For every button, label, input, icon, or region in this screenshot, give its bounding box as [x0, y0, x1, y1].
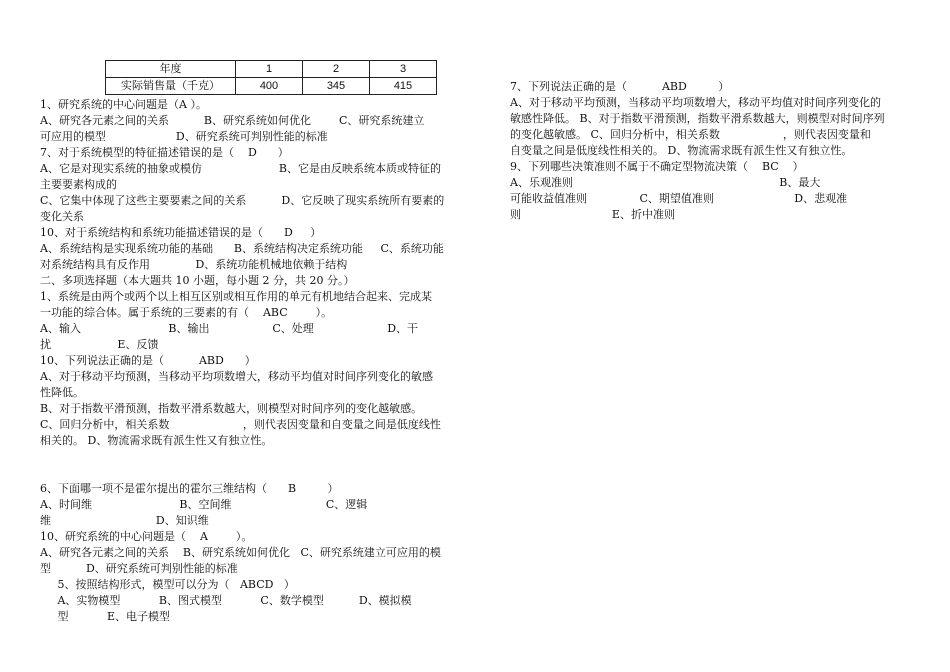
text-line: 可能收益值准则 C、期望值准则 D、悲观准 — [510, 192, 848, 205]
text-line: 则 E、折中准则 — [510, 208, 675, 221]
text-line: 10、下列说法正确的是（ ABD ） — [40, 354, 256, 367]
text-line: 9、下列哪些决策准则不属于不确定型物流决策（ BC ） — [510, 160, 804, 173]
text-line: 10、对于系统结构和系统功能描述错误的是（ D ） — [40, 226, 322, 239]
text-line: A、系统结构是实现系统功能的基础 B、系统结构决定系统功能 C、系统功能 — [40, 242, 444, 255]
text-line: A、乐观准则 B、最大 — [510, 176, 821, 189]
text-line: 对系统结构具有反作用 D、系统功能机械地依赖于结构 — [40, 258, 348, 271]
table-cell: 3 — [370, 61, 437, 78]
text-line: 性降低。 — [40, 386, 84, 399]
text-line: 自变量之间是低度线性相关的。 D、物流需求既有派生性又有独立性。 — [510, 144, 853, 157]
table-row — [106, 78, 437, 95]
table-row-label: 年度 — [106, 61, 236, 78]
text-line: A、它是对现实系统的抽象或模仿 B、它是由反映系统本质或特征的 — [40, 162, 441, 175]
text-line: B、对于指数平滑预测，指数平滑系数越大，则模型对时间序列的变化越敏感。 — [40, 402, 423, 415]
text-line: A、输入 B、输出 C、处理 D、干 — [40, 322, 419, 335]
text-line: 7、下列说法正确的是（ ABD ） — [510, 80, 730, 93]
right-column — [510, 79, 910, 223]
table-cell: 1 — [236, 61, 303, 78]
text-line: 变化关系 — [40, 210, 84, 223]
text-line: A、时间维 B、空间维 C、逻辑 — [40, 498, 368, 511]
text-line: 可应用的模型 D、研究系统可判别性能的标准 — [40, 130, 328, 143]
text-line: 型 E、电子模型 — [40, 610, 170, 623]
table-cell: 415 — [370, 78, 437, 95]
table-cell: 400 — [236, 78, 303, 95]
text-line: C、它集中体现了这些主要要素之间的关系 D、它反映了现实系统所有要素的 — [40, 194, 445, 207]
text-line: 敏感性降低。 B、对于指数平滑预测，指数平滑系数越大，则模型对时间序列 — [510, 112, 885, 125]
text-line: 二、多项选择题（本大题共 10 小题，每小题 2 分，共 20 分。） — [40, 274, 355, 287]
text-line: 主要要素构成的 — [40, 178, 117, 191]
text-line: 10、研究系统的中心问题是（ A ）。 — [40, 530, 253, 543]
text-line: 5、按照结构形式，模型可以分为（ ABCD ） — [40, 578, 295, 591]
text-line: 7、对于系统模型的特征描述错误的是（ D ） — [40, 146, 289, 159]
table-row-label: 实际销售量（千克） — [106, 78, 236, 95]
text-line: 的变化越敏感。 C、回归分析中，相关系数 ，则代表因变量和 — [510, 128, 871, 141]
table-cell: 2 — [303, 61, 370, 78]
text-line: C、回归分析中，相关系数 ，则代表因变量和自变量之间是低度线性 — [40, 418, 441, 431]
text-line: 扰 E、反馈 — [40, 338, 159, 351]
sales-table — [105, 60, 437, 95]
table-row — [106, 61, 437, 78]
text-line: 6、下面哪一项不是霍尔提出的霍尔三维结构（ B ） — [40, 482, 339, 495]
text-line: A、研究各元素之间的关系 B、研究系统如何优化 C、研究系统建立可应用的模 — [40, 546, 441, 559]
text-line: 一功能的综合体。属于系统的三要素的有（ ABC ）。 — [40, 306, 333, 319]
text-line: A、实物模型 B、图式模型 C、数学模型 D、模拟模 — [40, 594, 412, 607]
text-line: 1、研究系统的中心问题是（A ）。 — [40, 98, 207, 111]
text-line: 1、系统是由两个或两个以上相互区别或相互作用的单元有机地结合起来、完成某 — [40, 290, 432, 303]
left-column — [40, 97, 465, 625]
text-line: 型 D、研究系统可判别性能的标准 — [40, 562, 238, 575]
text-line: 相关的。 D、物流需求既有派生性又有独立性。 — [40, 434, 273, 447]
text-line: 维 D、知识维 — [40, 514, 209, 527]
text-line: A、研究各元素之间的关系 B、研究系统如何优化 C、研究系统建立 — [40, 114, 425, 127]
table-cell: 345 — [303, 78, 370, 95]
blank-space — [40, 449, 465, 481]
text-line: A、对于移动平均预测，当移动平均项数增大，移动平均值对时间序列变化的敏感 — [40, 370, 433, 383]
text-line: A、对于移动平均预测，当移动平均项数增大，移动平均值对时间序列变化的 — [510, 96, 881, 109]
